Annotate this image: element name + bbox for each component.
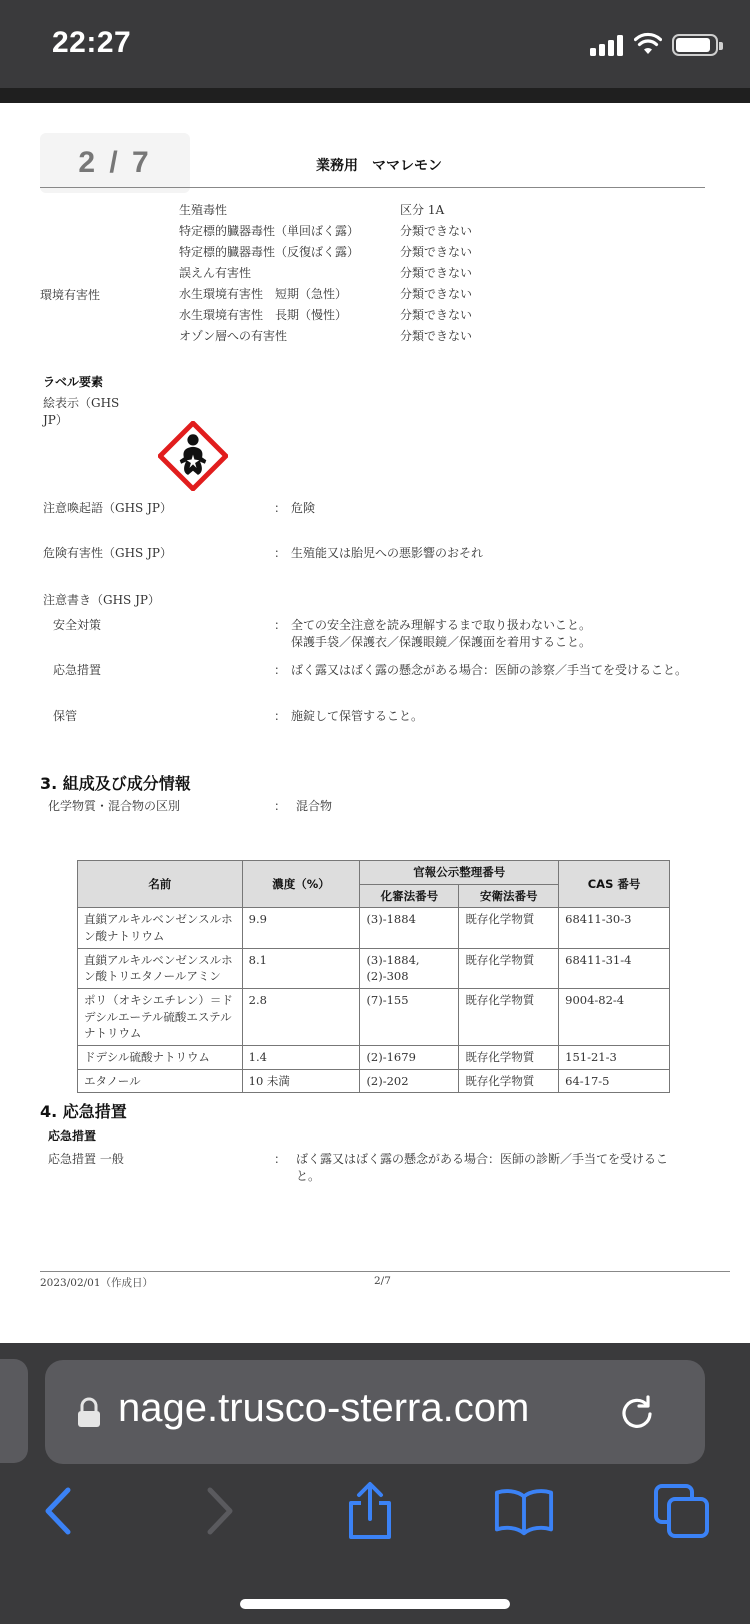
ghs-health-hazard-icon <box>158 421 228 491</box>
cell-name: 直鎖アルキルベンゼンスルホン酸ナトリウム <box>78 908 243 948</box>
storage-label: 保管 <box>53 709 78 723</box>
bookmarks-button[interactable] <box>494 1481 554 1541</box>
table-header-row <box>78 861 670 885</box>
response-text: ばく露又はばく露の懸念がある場合：医師の診察／手当てを受けること。 <box>291 663 688 677</box>
hazard-category-label: 環境有害性 <box>40 288 101 302</box>
hazard-item: 生殖毒性 <box>179 203 228 217</box>
cell-name: ポリ（オキシエチレン）＝ドデシルエーテル硫酸エステルナトリウム <box>78 989 243 1046</box>
first-aid-general-text: ばく露又はばく露の懸念がある場合：医師の診断／手当てを受けるこ <box>296 1152 669 1166</box>
cell-anei: 既存化学物質 <box>459 948 559 988</box>
colon: ： <box>274 501 287 515</box>
tabs-button[interactable] <box>652 1481 712 1541</box>
col-header-name: 名前 <box>78 861 243 908</box>
response-label: 応急措置 <box>53 663 102 677</box>
col-header-gazette: 官報公示整理番号 <box>360 861 559 885</box>
cell-kashin: (3)-1884 <box>360 908 459 948</box>
safety-text: 全ての安全注意を読み理解するまで取り扱わないこと。 <box>291 618 592 632</box>
col-header-concentration: 濃度（%） <box>242 861 360 908</box>
col-header-cas: CAS 番号 <box>559 861 670 908</box>
status-time: 22:27 <box>52 26 132 59</box>
hazard-item: 特定標的臓器毒性（単回ばく露） <box>179 224 360 238</box>
toolbar-divider <box>0 88 750 104</box>
wifi-icon <box>634 32 662 56</box>
forward-button[interactable] <box>190 1481 250 1541</box>
cell-concentration: 10 未満 <box>242 1069 360 1093</box>
cell-concentration: 2.8 <box>242 989 360 1046</box>
table-row <box>78 989 670 1046</box>
pictogram-label: JP） <box>43 413 68 427</box>
battery-icon <box>672 34 718 56</box>
cell-name: ドデシル硫酸ナトリウム <box>78 1046 243 1070</box>
colon: ： <box>274 546 287 560</box>
footer-rule <box>40 1271 730 1272</box>
forward-icon <box>200 1486 240 1536</box>
cell-concentration: 9.9 <box>242 908 360 948</box>
colon: ： <box>274 799 287 813</box>
label-elements-heading: ラベル要素 <box>43 375 104 389</box>
footer-page-number: 2/7 <box>374 1275 391 1287</box>
cell-anei: 既存化学物質 <box>459 1046 559 1070</box>
hazard-item: 特定標的臓器毒性（反復ばく露） <box>179 245 360 259</box>
hazard-value: 分類できない <box>400 308 473 322</box>
hazard-statement-label: 危険有害性（GHS JP） <box>43 546 172 560</box>
col-header-anei: 安衛法番号 <box>459 884 559 908</box>
cell-concentration: 8.1 <box>242 948 360 988</box>
document-title: 業務用 ママレモン <box>316 158 442 174</box>
colon: ： <box>274 618 287 632</box>
table-row <box>78 1069 670 1093</box>
cell-kashin: (2)-202 <box>360 1069 459 1093</box>
url-text: nage.trusco-sterra.com <box>118 1386 530 1430</box>
first-aid-general-text: と。 <box>296 1169 321 1183</box>
hazard-item: 水生環境有害性 長期（慢性） <box>179 308 348 322</box>
storage-text: 施錠して保管すること。 <box>291 709 424 723</box>
signal-word-label: 注意喚起語（GHS JP） <box>43 501 172 515</box>
colon: ： <box>274 663 287 677</box>
browser-chrome <box>0 1343 750 1624</box>
cell-kashin: (7)-155 <box>360 989 459 1046</box>
home-indicator <box>240 1599 510 1609</box>
colon: ： <box>274 709 287 723</box>
share-icon <box>343 1481 397 1541</box>
cell-cas: 68411-30-3 <box>559 908 670 948</box>
hazard-value: 区分 1A <box>400 203 445 217</box>
section-4-title: 4. 応急措置 <box>40 1102 127 1121</box>
back-button[interactable] <box>28 1481 88 1541</box>
hazard-statement: 生殖能又は胎児への悪影響のおそれ <box>291 546 484 560</box>
cell-name: 直鎖アルキルベンゼンスルホン酸トリエタノールアミン <box>78 948 243 988</box>
hazard-value: 分類できない <box>400 287 473 301</box>
hazard-value: 分類できない <box>400 224 473 238</box>
previous-tab-peek[interactable] <box>0 1359 28 1463</box>
first-aid-subheading: 応急措置 <box>48 1129 97 1143</box>
signal-word: 危険 <box>291 501 316 515</box>
bookmarks-icon <box>494 1486 554 1536</box>
cell-concentration: 1.4 <box>242 1046 360 1070</box>
hazard-item: 誤えん有害性 <box>179 266 252 280</box>
cell-anei: 既存化学物質 <box>459 989 559 1046</box>
share-button[interactable] <box>340 1481 400 1541</box>
cell-kashin: (2)-1679 <box>360 1046 459 1070</box>
tabs-icon <box>653 1483 711 1539</box>
table-row <box>78 1046 670 1070</box>
section-3-title: 3. 組成及び成分情報 <box>40 774 191 793</box>
cell-cas: 9004-82-4 <box>559 989 670 1046</box>
substance-type-label: 化学物質・混合物の区別 <box>48 799 181 813</box>
composition-table <box>77 860 670 1093</box>
footer-date: 2023/02/01（作成日） <box>40 1277 154 1289</box>
hazard-item: 水生環境有害性 短期（急性） <box>179 287 348 301</box>
hazard-value: 分類できない <box>400 245 473 259</box>
cellular-signal-icon <box>590 34 626 56</box>
safety-label: 安全対策 <box>53 618 102 632</box>
cell-name: エタノール <box>78 1069 243 1093</box>
substance-type-value: 混合物 <box>296 799 333 813</box>
cell-anei: 既存化学物質 <box>459 908 559 948</box>
table-row <box>78 948 670 988</box>
first-aid-general-label: 応急措置 一般 <box>48 1152 124 1166</box>
cell-cas: 151-21-3 <box>559 1046 670 1070</box>
hazard-value: 分類できない <box>400 266 473 280</box>
safety-text: 保護手袋／保護衣／保護眼鏡／保護面を着用すること。 <box>291 635 592 649</box>
table-row <box>78 908 670 948</box>
address-bar[interactable] <box>45 1360 705 1464</box>
cell-kashin: (3)-1884, (2)-308 <box>360 948 459 988</box>
pictogram-label: 絵表示（GHS <box>43 396 120 410</box>
pdf-page[interactable] <box>0 103 750 1343</box>
col-header-kashin: 化審法番号 <box>360 884 459 908</box>
header-rule <box>40 187 705 188</box>
page-indicator: 2 / 7 <box>40 133 190 193</box>
cell-anei: 既存化学物質 <box>459 1069 559 1093</box>
hazard-item: オゾン層への有害性 <box>179 329 288 343</box>
cell-cas: 68411-31-4 <box>559 948 670 988</box>
lock-icon <box>76 1397 102 1429</box>
reload-icon[interactable] <box>617 1392 657 1432</box>
status-bar <box>0 0 750 90</box>
back-icon <box>38 1486 78 1536</box>
colon: ： <box>274 1152 287 1166</box>
cell-cas: 64-17-5 <box>559 1069 670 1093</box>
precaution-heading: 注意書き（GHS JP） <box>43 593 160 607</box>
hazard-value: 分類できない <box>400 329 473 343</box>
